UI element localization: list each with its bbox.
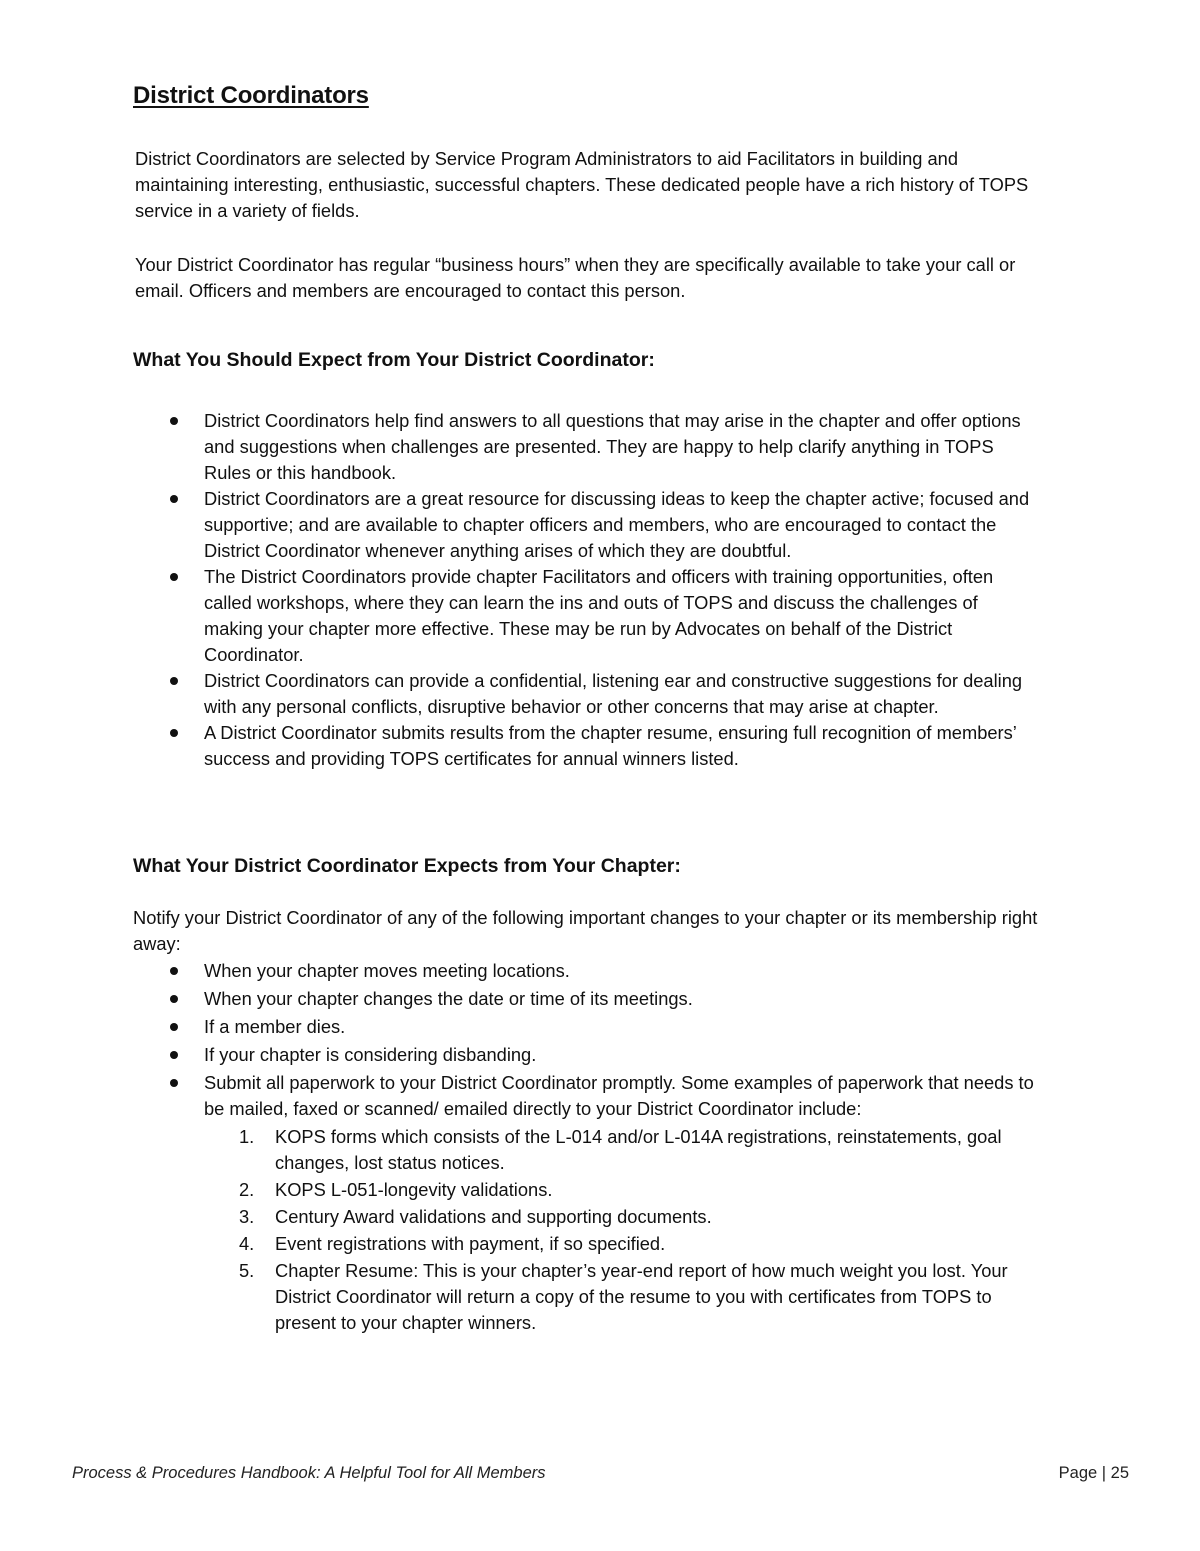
bullet-icon bbox=[170, 967, 178, 975]
list-item: District Coordinators can provide a confidential, listening ear and constructive suggestions for dealing with any personal conflicts, disruptive behavior or other concerns that may arise at chapter. bbox=[0, 668, 1080, 720]
bullet-icon bbox=[170, 995, 178, 1003]
numbered-item: 2. KOPS L-051-longevity validations. bbox=[239, 1179, 553, 1200]
intro-paragraph-2: Your District Coordinator has regular “business hours” when they are specifically available to take your call or email. Officers and members are encouraged to contact this person. bbox=[135, 254, 1016, 301]
paperwork-numbered-list bbox=[204, 1124, 1160, 1336]
list-item: If your chapter is considering disbanding. bbox=[0, 1042, 1200, 1068]
list-item: A District Coordinator submits results from the chapter resume, ensuring full recognition of members’ success and providing TOPS certificates for annual winners listed. bbox=[0, 720, 1080, 772]
numbered-item: 4. Event registrations with payment, if so specified. bbox=[239, 1233, 666, 1254]
section-heading-coordinator-expects: What Your District Coordinator Expects from Your Chapter: bbox=[133, 855, 681, 877]
numbered-item: 3. Century Award validations and supporting documents. bbox=[239, 1206, 712, 1227]
numbered-item: 1. KOPS forms which consists of the L-014 and/or L-014A registrations, reinstatements, goal changes, lost status notices. bbox=[239, 1126, 1002, 1173]
bullet-icon bbox=[170, 573, 178, 581]
section-heading-expect-from-coordinator: What You Should Expect from Your District Coordinator: bbox=[133, 349, 655, 371]
bullet-icon bbox=[170, 677, 178, 685]
list-item: District Coordinators are a great resource for discussing ideas to keep the chapter active; focused and supportive; and are available to chapter officers and members, who are encouraged to contact the District Coordinator whenever anything arises of which they are doubtful. bbox=[0, 486, 1080, 564]
expectations-bullet-list bbox=[0, 408, 1200, 772]
list-item: Submit all paperwork to your District Coordinator promptly. Some examples of paperwork that needs to be mailed, faxed or scanned/ emailed directly to your District Coordinator include: 1. KOPS forms which consists of the L-014 and/or L-014A registrations, reinstatements, goal changes, lost status notices. 2. KOPS L-051-longevity validations. 3. Century Award validations and supporting documents. 4. Event registrations with payment, if so specified. 5. Chapter Resume: This is your chapter’s year-end report of how much weight you lost. Your District Coordinator will return a copy of the resume to you with certificates from TOPS to present to your chapter winners. bbox=[0, 1070, 1200, 1336]
footer-page-number: Page | 25 bbox=[1058, 1464, 1129, 1482]
bullet-icon bbox=[170, 729, 178, 737]
bullet-icon bbox=[170, 1079, 178, 1087]
list-item: When your chapter moves meeting locations. bbox=[0, 958, 1200, 984]
bullet-icon bbox=[170, 1023, 178, 1031]
notify-intro-paragraph: Notify your District Coordinator of any of the following important changes to your chapter or its membership right away: bbox=[133, 907, 1038, 954]
page-title: District Coordinators bbox=[133, 82, 369, 109]
list-item: The District Coordinators provide chapter Facilitators and officers with training opportunities, often called workshops, where they can learn the ins and outs of TOPS and discuss the challenges of making your chapter more effective. These may be run by Advocates on behalf of the District Coordinator. bbox=[0, 564, 1080, 668]
numbered-item: 5. Chapter Resume: This is your chapter’s year-end report of how much weight you lost. Your District Coordinator will return a copy of the resume to you with certificates from TOPS to present to your chapter winners. bbox=[239, 1260, 1008, 1333]
bullet-icon bbox=[170, 417, 178, 425]
list-item: When your chapter changes the date or time of its meetings. bbox=[0, 986, 1200, 1012]
bullet-icon bbox=[170, 1051, 178, 1059]
notify-bullet-list bbox=[0, 958, 1200, 1337]
list-item: District Coordinators help find answers to all questions that may arise in the chapter and offer options and suggestions when challenges are presented. They are happy to help clarify anything in TOPS Rules or this handbook. bbox=[0, 408, 1080, 486]
footer-document-title: Process & Procedures Handbook: A Helpful Tool for All Members bbox=[72, 1464, 546, 1482]
intro-paragraph-1: District Coordinators are selected by Service Program Administrators to aid Facilitators in building and maintaining interesting, enthusiastic, successful chapters. These dedicated people have a rich history of TOPS service in a variety of fields. bbox=[135, 148, 1029, 221]
list-item: If a member dies. bbox=[0, 1014, 1200, 1040]
bullet-icon bbox=[170, 495, 178, 503]
